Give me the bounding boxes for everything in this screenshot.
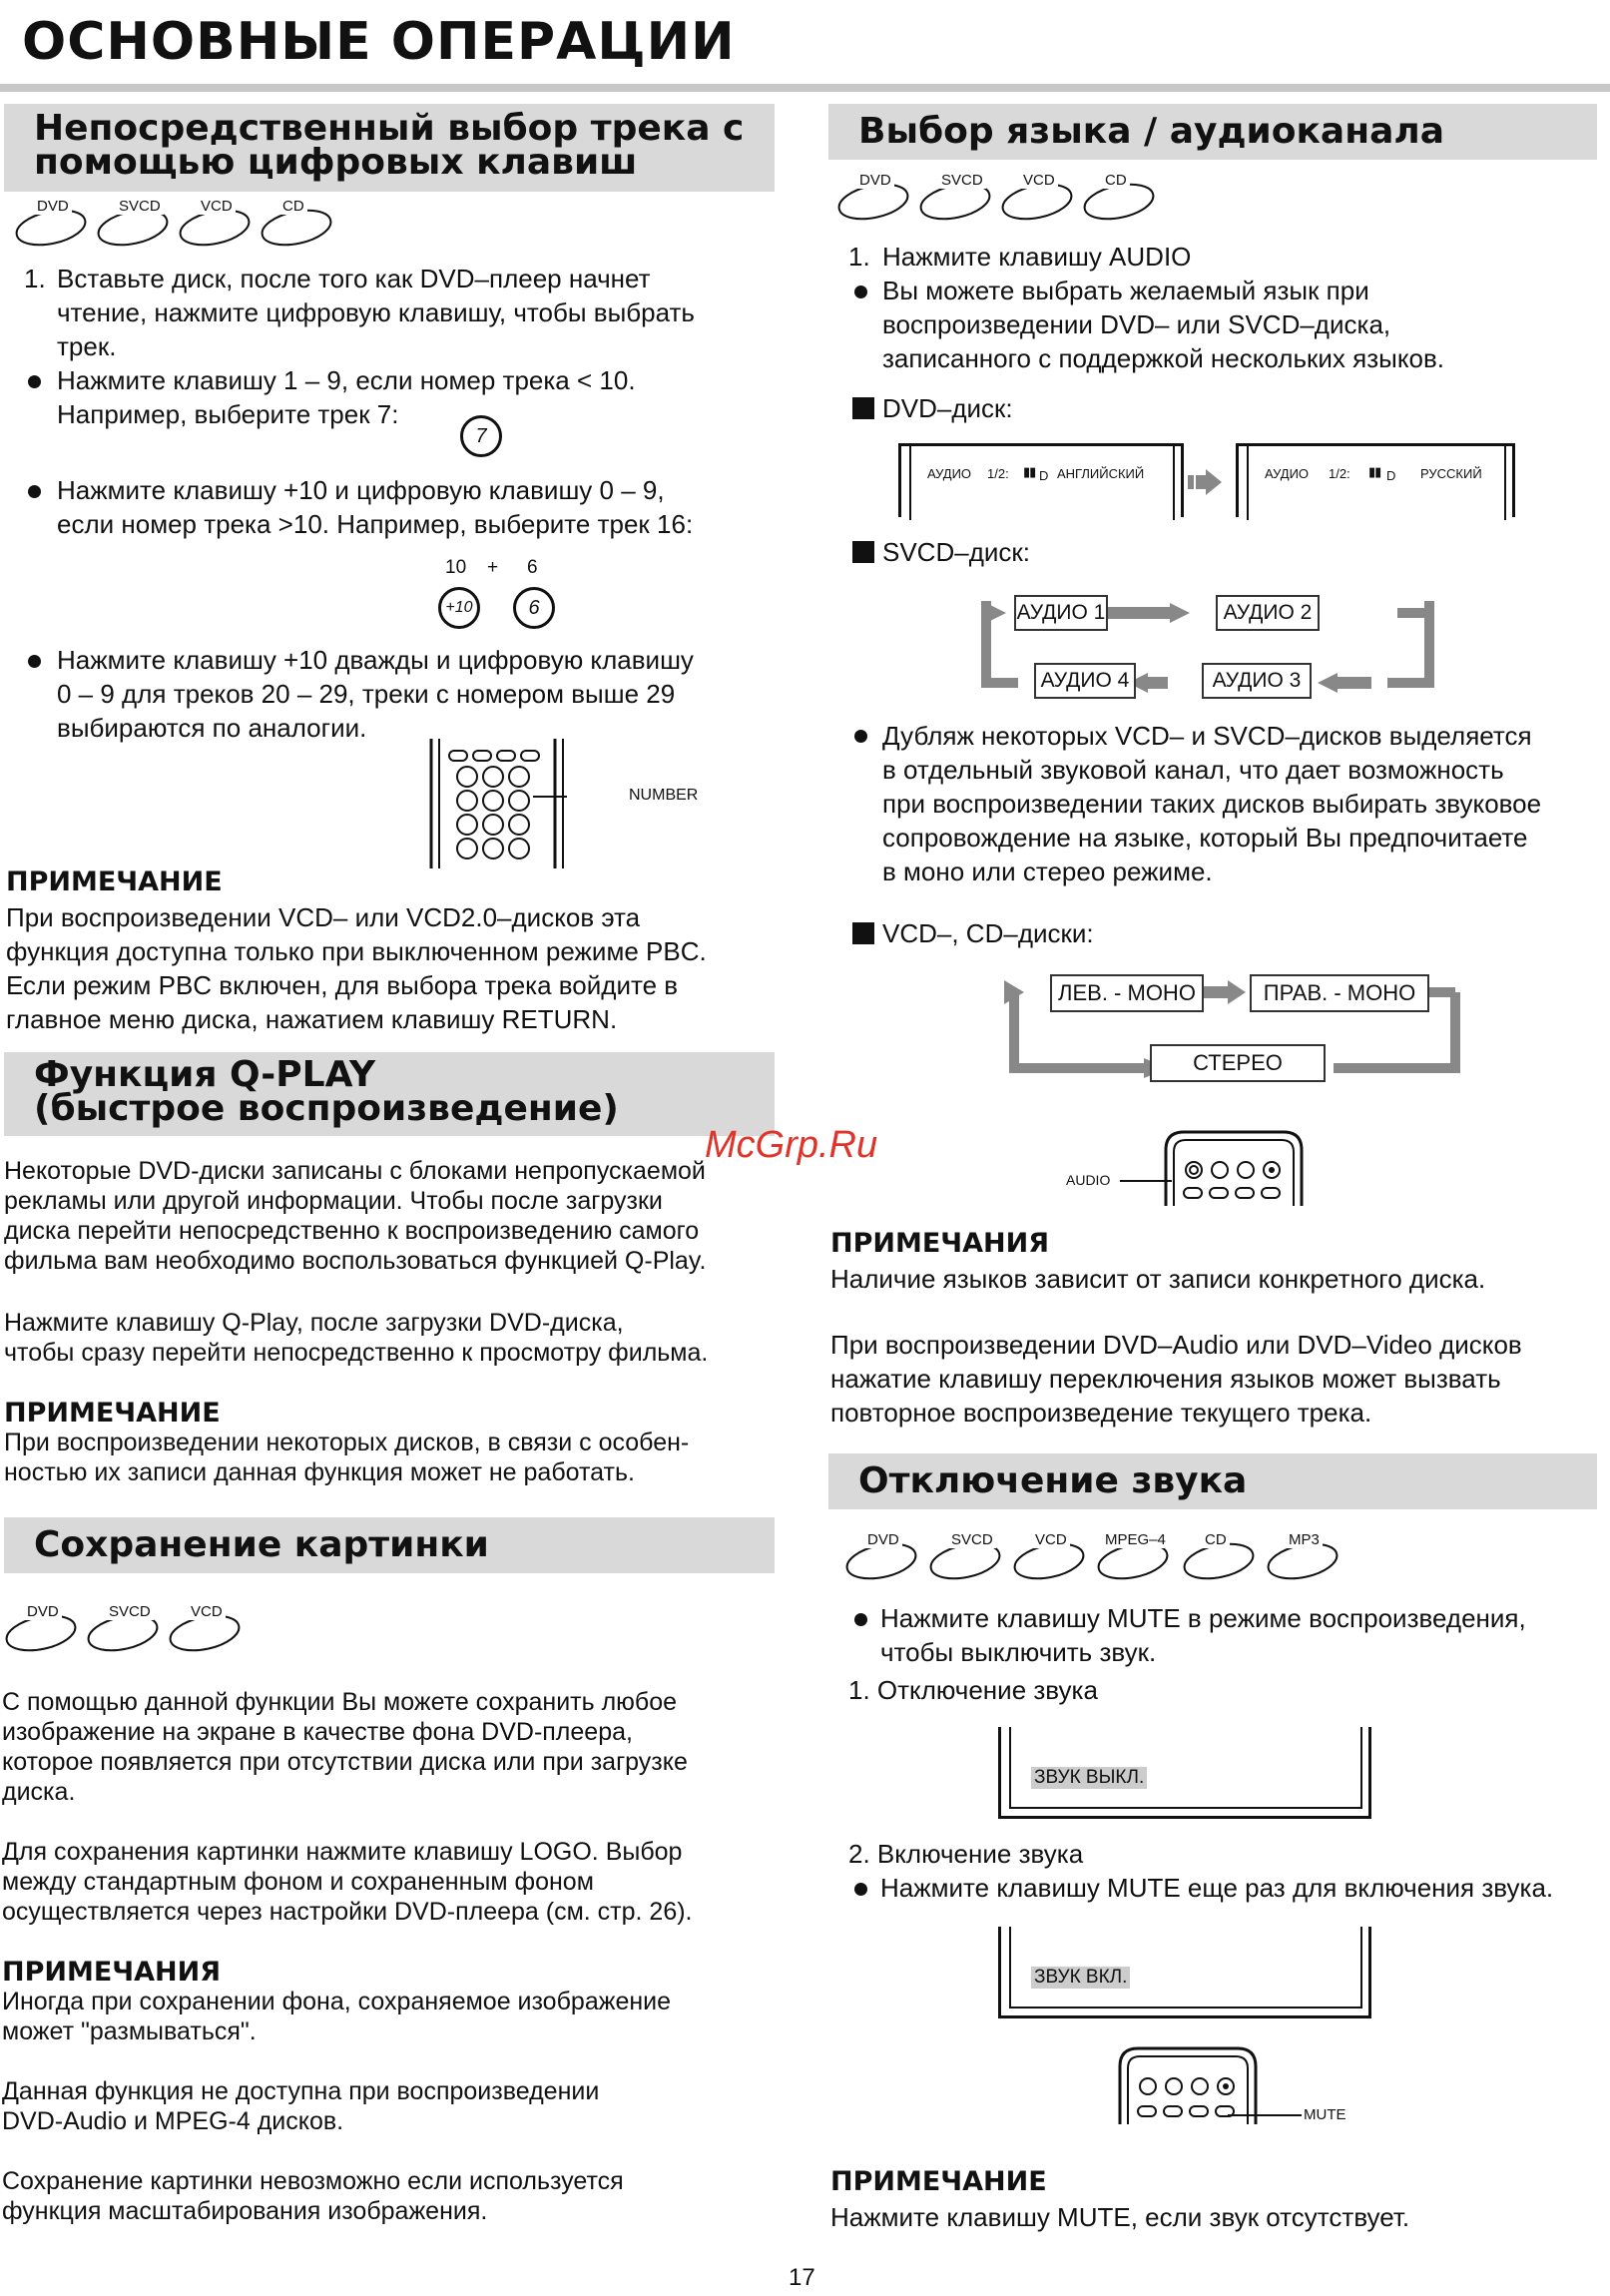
- disc-badge: [1266, 1533, 1340, 1581]
- text-line: Нажмите клавишу +10 дважды и цифровую клавишу: [57, 645, 694, 675]
- section-title-direct-track: [4, 104, 775, 192]
- badge-label: DVD: [34, 198, 72, 215]
- text-line: При воспроизведении DVD–Audio или DVD–Video дисков: [830, 1330, 1522, 1360]
- text-line: осуществляется через настройки DVD-плеера (см. стр. 26).: [2, 1898, 693, 1926]
- disc-badge: [844, 1533, 918, 1581]
- text-line: записанного с поддержкой нескольких языков.: [882, 343, 1444, 373]
- bullet: [28, 375, 41, 388]
- section-title-audio-language: [828, 104, 1597, 160]
- disc-badge: [260, 200, 333, 248]
- audio-1-box: АУДИО 1: [1014, 595, 1108, 631]
- bullet: [28, 485, 41, 498]
- bullet-text: [57, 473, 693, 541]
- text-line: которое появляется при отсутствии диска или при загрузке: [2, 1748, 688, 1776]
- text-line: ностью их записи данная функция может не работать.: [4, 1458, 635, 1486]
- note-text: Наличие языков зависит от записи конкретного диска.: [830, 1264, 1486, 1294]
- section-title-line: Выбор языка / аудиоканала: [858, 111, 1445, 152]
- badge-label: SVCD: [106, 1603, 154, 1620]
- text-line: между стандартным фоном и сохраненным фоном: [2, 1868, 594, 1896]
- vcd-label: VCD–, CD–диски:: [882, 918, 1094, 948]
- disc-badge: [168, 1605, 242, 1653]
- badge-label: CD: [1202, 1531, 1230, 1548]
- text-line: может "размываться".: [2, 2017, 257, 2045]
- number-key-6: 6: [513, 587, 555, 629]
- left-mono-box: ЛЕВ. - МОНО: [1050, 974, 1204, 1012]
- osd-track: 1/2:: [987, 466, 1009, 481]
- note-text: [4, 1428, 793, 1487]
- text-line: чтобы выключить звук.: [880, 1637, 1157, 1667]
- text-line: нажатие клавишу переключения языков может вызвать: [830, 1364, 1501, 1394]
- text-line: главное меню диска, нажатием клавишу RETURN.: [6, 1004, 618, 1034]
- badge-label: VCD: [1032, 1531, 1070, 1548]
- header-rule: [0, 84, 1610, 92]
- dolby-icon: ▮▮: [1023, 464, 1036, 479]
- text-line: При воспроизведении некоторых дисков, в связи с особен-: [4, 1429, 690, 1456]
- svcd-cycle-diagram: [978, 589, 1437, 699]
- combo-label-10: 10: [445, 557, 467, 578]
- step-text: [57, 262, 776, 363]
- osd-screen-mute-off: [998, 1727, 1371, 1819]
- text-line: повторное воспроизведение текущего трека.: [830, 1398, 1372, 1428]
- stereo-box: СТЕРЕО: [1150, 1044, 1326, 1082]
- osd-language: РУССКИЙ: [1420, 466, 1482, 481]
- text-line: Если режим PBC включен, для выбора трека войдите в: [6, 970, 679, 1000]
- note-text: [830, 1328, 1522, 1430]
- text-line: рекламы или другой информации. Чтобы после загрузки: [4, 1187, 663, 1215]
- section-title-line: Отключение звука: [858, 1460, 1248, 1501]
- vcd-channel-diagram: [1004, 968, 1463, 1088]
- remote-mute: [1118, 2046, 1258, 2124]
- note-title: ПРИМЕЧАНИЕ: [830, 2166, 1047, 2197]
- note-title: ПРИМЕЧАНИЯ: [2, 1957, 221, 1988]
- osd-mute-off: ЗВУК ВЫКЛ.: [1031, 1767, 1147, 1789]
- section-title-qplay: [4, 1052, 775, 1136]
- note-text: [2, 2076, 791, 2136]
- leader-line: [1120, 1180, 1172, 1182]
- square-marker: [852, 397, 874, 419]
- bullet-text: Нажмите клавишу MUTE еще раз для включения звука.: [880, 1873, 1554, 1903]
- bullet-text: [57, 643, 694, 745]
- text-line: Сохранение картинки невозможно если используется: [2, 2167, 624, 2195]
- text-line: Иногда при сохранении фона, сохраняемое изображение: [2, 1988, 672, 2015]
- note-title: ПРИМЕЧАНИЕ: [4, 1398, 221, 1429]
- disc-badge: [1012, 1533, 1086, 1581]
- disc-badge: [14, 200, 88, 248]
- text-line: фильма вам необходимо воспользоваться функцией Q-Play.: [4, 1247, 707, 1275]
- badge-label: DVD: [856, 172, 894, 189]
- text-line: чтение, нажмите цифровую клавишу, чтобы выбрать: [57, 297, 695, 327]
- page-number: 17: [789, 2264, 815, 2291]
- step-text: 1. Отключение звука: [848, 1675, 1098, 1705]
- note-text: Нажмите клавишу MUTE, если звук отсутствует.: [830, 2202, 1410, 2232]
- section-title-mute: [828, 1453, 1597, 1509]
- disc-badge: [1000, 174, 1074, 222]
- note-text: [2, 2166, 791, 2226]
- osd-track: 1/2:: [1329, 466, 1350, 481]
- text-line: воспроизведении DVD– или SVCD–диска,: [882, 309, 1391, 339]
- text-line: в моно или стерео режиме.: [882, 857, 1213, 886]
- text-line: если номер трека >10. Например, выберите трек 16:: [57, 509, 694, 539]
- badge-label: VCD: [1020, 172, 1058, 189]
- page-title: ОСНОВНЫЕ ОПЕРАЦИИ: [22, 12, 736, 72]
- bullet: [854, 286, 867, 298]
- leader-line: [1228, 2114, 1302, 2116]
- text-line: Данная функция не доступна при воспроизведении: [2, 2077, 600, 2105]
- osd-audio: АУДИО: [927, 466, 972, 481]
- plus10-key: +10: [438, 587, 480, 629]
- badge-label: MP3: [1286, 1531, 1323, 1548]
- right-mono-box: ПРАВ. - МОНО: [1250, 974, 1429, 1012]
- qplay-paragraph: [4, 1308, 793, 1368]
- dolby-icon: ▮▮: [1368, 464, 1381, 479]
- disc-badge: [178, 200, 252, 248]
- section-title-line: Сохранение картинки: [34, 1524, 489, 1565]
- remote-audio: [1164, 1130, 1304, 1206]
- dvd-label: DVD–диск:: [882, 393, 1013, 423]
- text-line: Для сохранения картинки нажмите клавишу LOGO. Выбор: [2, 1838, 683, 1866]
- step-text: Нажмите клавишу AUDIO: [882, 242, 1192, 272]
- text-line: диска перейти непосредственно к воспроизведению самого: [4, 1217, 700, 1245]
- step-number: 1.: [848, 242, 870, 272]
- text-line: При воспроизведении VCD– или VCD2.0–дисков эта: [6, 902, 641, 932]
- osd-screen-mute-on: [998, 1927, 1371, 2018]
- osd-mute-on: ЗВУК ВКЛ.: [1031, 1967, 1130, 1989]
- badge-label: VCD: [198, 198, 236, 215]
- badge-label: SVCD: [938, 172, 986, 189]
- text-line: в отдельный звуковой канал, что дает возможность: [882, 755, 1504, 785]
- disc-badge: [918, 174, 992, 222]
- save-paragraph: [2, 1837, 791, 1927]
- text-line: Нажмите клавишу 1 – 9, если номер трека < 10.: [57, 365, 636, 395]
- text-line: функция масштабирования изображения.: [2, 2197, 488, 2225]
- badge-label: DVD: [864, 1531, 902, 1548]
- qplay-paragraph: [4, 1156, 793, 1276]
- bullet: [854, 1613, 867, 1626]
- disc-badge: [928, 1533, 1002, 1581]
- bullet-text: [882, 719, 1541, 888]
- badge-label: MPEG–4: [1102, 1531, 1169, 1548]
- text-line: Нажмите клавишу MUTE в режиме воспроизведения,: [880, 1603, 1526, 1633]
- text-line: чтобы сразу перейти непосредственно к просмотру фильма.: [4, 1339, 709, 1367]
- remote-number-keypad: [427, 739, 567, 868]
- badge-label: SVCD: [116, 198, 164, 215]
- text-line: при воспроизведении таких дисков выбирать звуковое: [882, 789, 1542, 819]
- disc-badge: [86, 1605, 160, 1653]
- disc-badge: [1096, 1533, 1170, 1581]
- text-line: С помощью данной функции Вы можете сохранить любое: [2, 1688, 678, 1716]
- badge-label: DVD: [24, 1603, 62, 1620]
- text-line: выбираются по аналогии.: [57, 713, 367, 743]
- osd-audio: АУДИО: [1265, 466, 1310, 481]
- badge-label: CD: [1102, 172, 1130, 189]
- section-title-save-picture: [4, 1517, 775, 1573]
- note-text: [6, 900, 785, 1036]
- text-line: Вставьте диск, после того как DVD–плеер начнет: [57, 264, 651, 293]
- disc-badge: [96, 200, 170, 248]
- text-line: трек.: [57, 331, 117, 361]
- svcd-label: SVCD–диск:: [882, 537, 1030, 567]
- text-line: DVD-Audio и MPEG-4 дисков.: [2, 2107, 344, 2135]
- text-line: 0 – 9 для треков 20 – 29, треки с номером выше 29: [57, 679, 676, 709]
- text-line: Например, выберите трек 7:: [57, 399, 399, 429]
- number-key-7: 7: [460, 415, 502, 457]
- section-title-line: (быстрое воспроизведение): [34, 1088, 619, 1129]
- disc-badge: [1182, 1533, 1256, 1581]
- combo-plus: +: [487, 557, 499, 578]
- disc-badge: [4, 1605, 78, 1653]
- badge-label: SVCD: [948, 1531, 996, 1548]
- osd-screen-russian: [1236, 443, 1515, 517]
- watermark: McGrp.Ru: [705, 1124, 878, 1166]
- combo-label-6: 6: [527, 557, 538, 578]
- text-line: изображение на экране в качестве фона DVD-плеера,: [2, 1718, 633, 1746]
- disc-badge: [836, 174, 910, 222]
- audio-3-box: АУДИО 3: [1202, 663, 1312, 699]
- bullet-text: [57, 363, 636, 431]
- text-line: сопровождение на языке, который Вы предпочитаете: [882, 823, 1528, 853]
- audio-2-box: АУДИО 2: [1216, 595, 1320, 631]
- text-line: Нажмите клавишу +10 и цифровую клавишу 0 – 9,: [57, 475, 665, 505]
- disc-badge: [1082, 174, 1156, 222]
- text-line: Дубляж некоторых VCD– и SVCD–дисков выделяется: [882, 721, 1532, 751]
- step-text: 2. Включение звука: [848, 1839, 1084, 1869]
- remote-label-number: NUMBER: [629, 787, 699, 804]
- bullet-text: [882, 274, 1444, 375]
- note-title: ПРИМЕЧАНИЕ: [6, 866, 223, 897]
- badge-label: VCD: [188, 1603, 226, 1620]
- badge-label: CD: [279, 198, 307, 215]
- text-line: функция доступна только при выключенном режиме PBC.: [6, 936, 707, 966]
- bullet: [854, 1883, 867, 1896]
- osd-d: D: [1386, 468, 1396, 483]
- bullet: [28, 655, 41, 668]
- section-title-line: помощью цифровых клавиш: [34, 142, 638, 183]
- section-title-line: Функция Q-PLAY: [34, 1054, 376, 1095]
- osd-d: D: [1039, 468, 1049, 483]
- bullet: [854, 730, 867, 743]
- audio-4-box: АУДИО 4: [1034, 663, 1136, 699]
- square-marker: [852, 922, 874, 944]
- section-title-line: Непосредственный выбор трека с: [34, 108, 745, 149]
- arrow-right-icon: [1188, 469, 1222, 495]
- square-marker: [852, 541, 874, 563]
- step-number: 1.: [24, 264, 46, 293]
- note-title: ПРИМЕЧАНИЯ: [830, 1228, 1049, 1259]
- osd-screen-english: [898, 443, 1184, 517]
- text-line: диска.: [2, 1778, 76, 1806]
- osd-language: АНГЛИЙСКИЙ: [1057, 466, 1145, 481]
- bullet-text: [880, 1601, 1526, 1669]
- text-line: Вы можете выбрать желаемый язык при: [882, 276, 1369, 305]
- text-line: Некоторые DVD-диски записаны с блоками непропускаемой: [4, 1157, 706, 1185]
- text-line: Нажмите клавишу Q-Play, после загрузки DVD-диска,: [4, 1309, 624, 1337]
- remote-label-mute: MUTE: [1304, 2106, 1346, 2123]
- note-text: [2, 1987, 791, 2046]
- save-paragraph: [2, 1687, 791, 1807]
- remote-label-audio: AUDIO: [1066, 1172, 1111, 1188]
